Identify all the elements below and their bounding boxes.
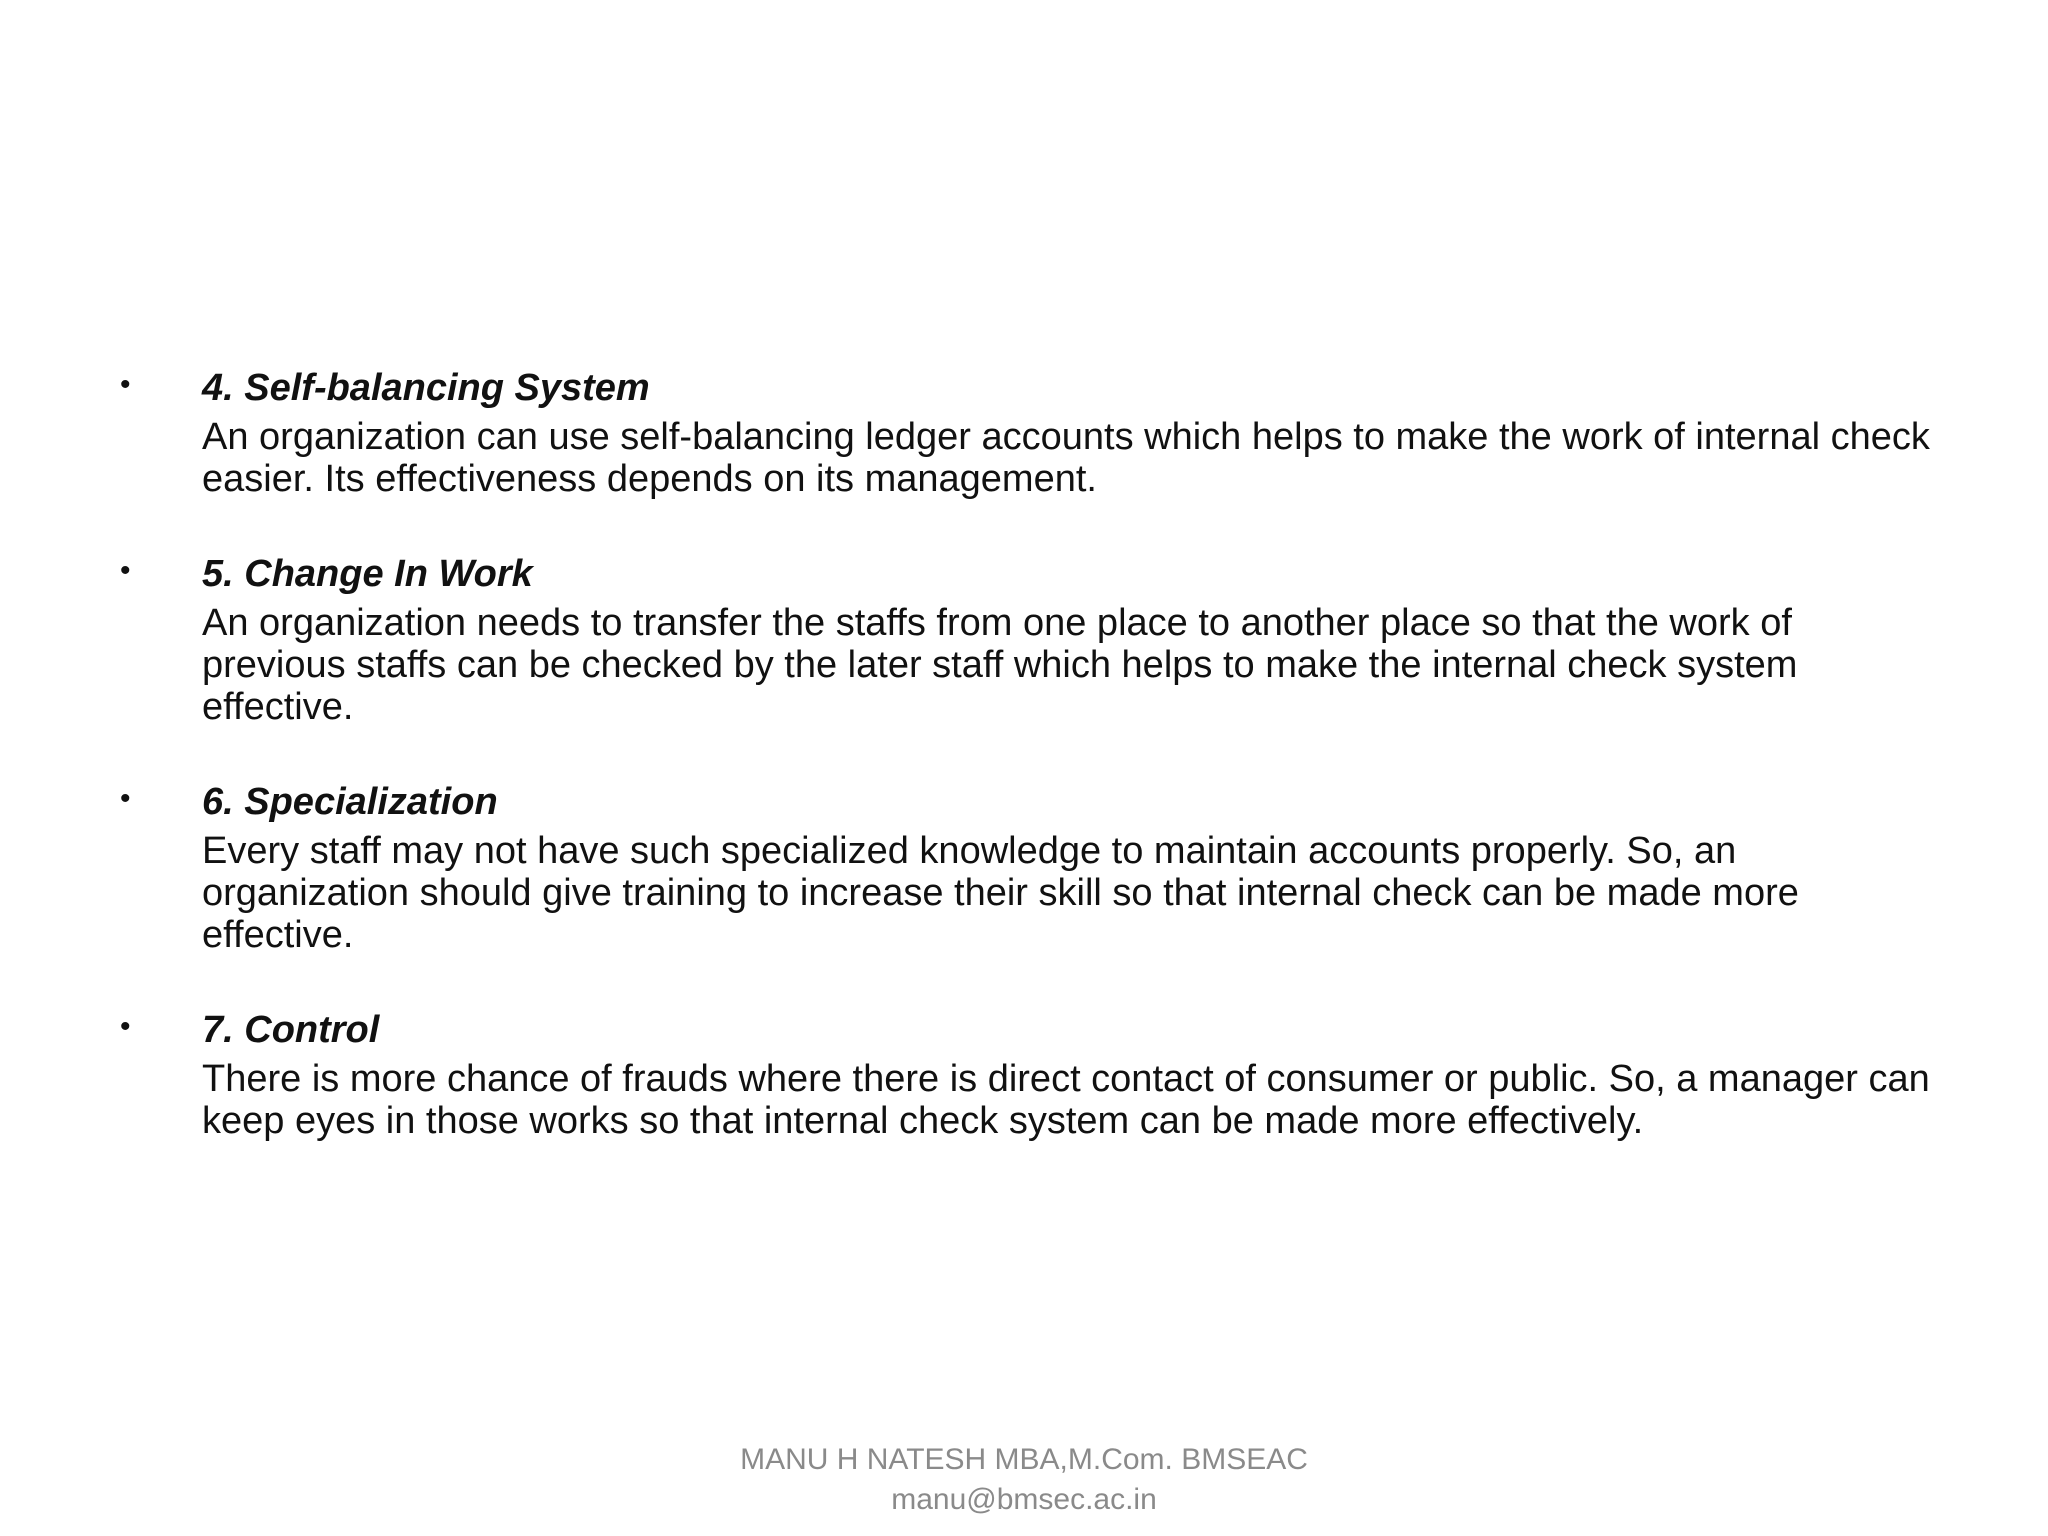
point-self-balancing-system xyxy=(120,364,1940,500)
footer-email: manu@bmsec.ac.in xyxy=(891,1483,1157,1516)
point-body: An organization can use self-balancing ledger accounts which helps to make the work of internal check easier. Its effectiveness depends on its management. xyxy=(202,416,1930,500)
point-change-in-work xyxy=(120,550,1940,728)
point-heading: 4. Self-balancing System xyxy=(202,367,650,409)
point-heading: 7. Control xyxy=(202,1009,380,1051)
bullet-icon: • xyxy=(120,554,131,587)
footer xyxy=(0,1440,2048,1520)
bullet-icon: • xyxy=(120,782,131,815)
bullet-icon: • xyxy=(120,1010,131,1043)
footer-author: MANU H NATESH MBA,M.Com. BMSEAC xyxy=(740,1443,1308,1476)
point-body: Every staff may not have such specialized knowledge to maintain accounts properly. So, an organization should give training to increase their skill so that internal check can be made more effective. xyxy=(202,830,1799,956)
point-control xyxy=(120,1006,1940,1142)
point-body: There is more chance of frauds where there is direct contact of consumer or public. So, a manager can keep eyes in those works so that internal check system can be made more effectively. xyxy=(202,1058,1930,1142)
point-heading: 5. Change In Work xyxy=(202,553,533,595)
point-heading: 6. Specialization xyxy=(202,781,498,823)
bullet-icon: • xyxy=(120,368,131,401)
bullet-list xyxy=(120,364,1940,1192)
point-body: An organization needs to transfer the staffs from one place to another place so that the work of previous staffs can be checked by the later staff which helps to make the internal check system effective. xyxy=(202,602,1798,728)
point-specialization xyxy=(120,778,1940,956)
